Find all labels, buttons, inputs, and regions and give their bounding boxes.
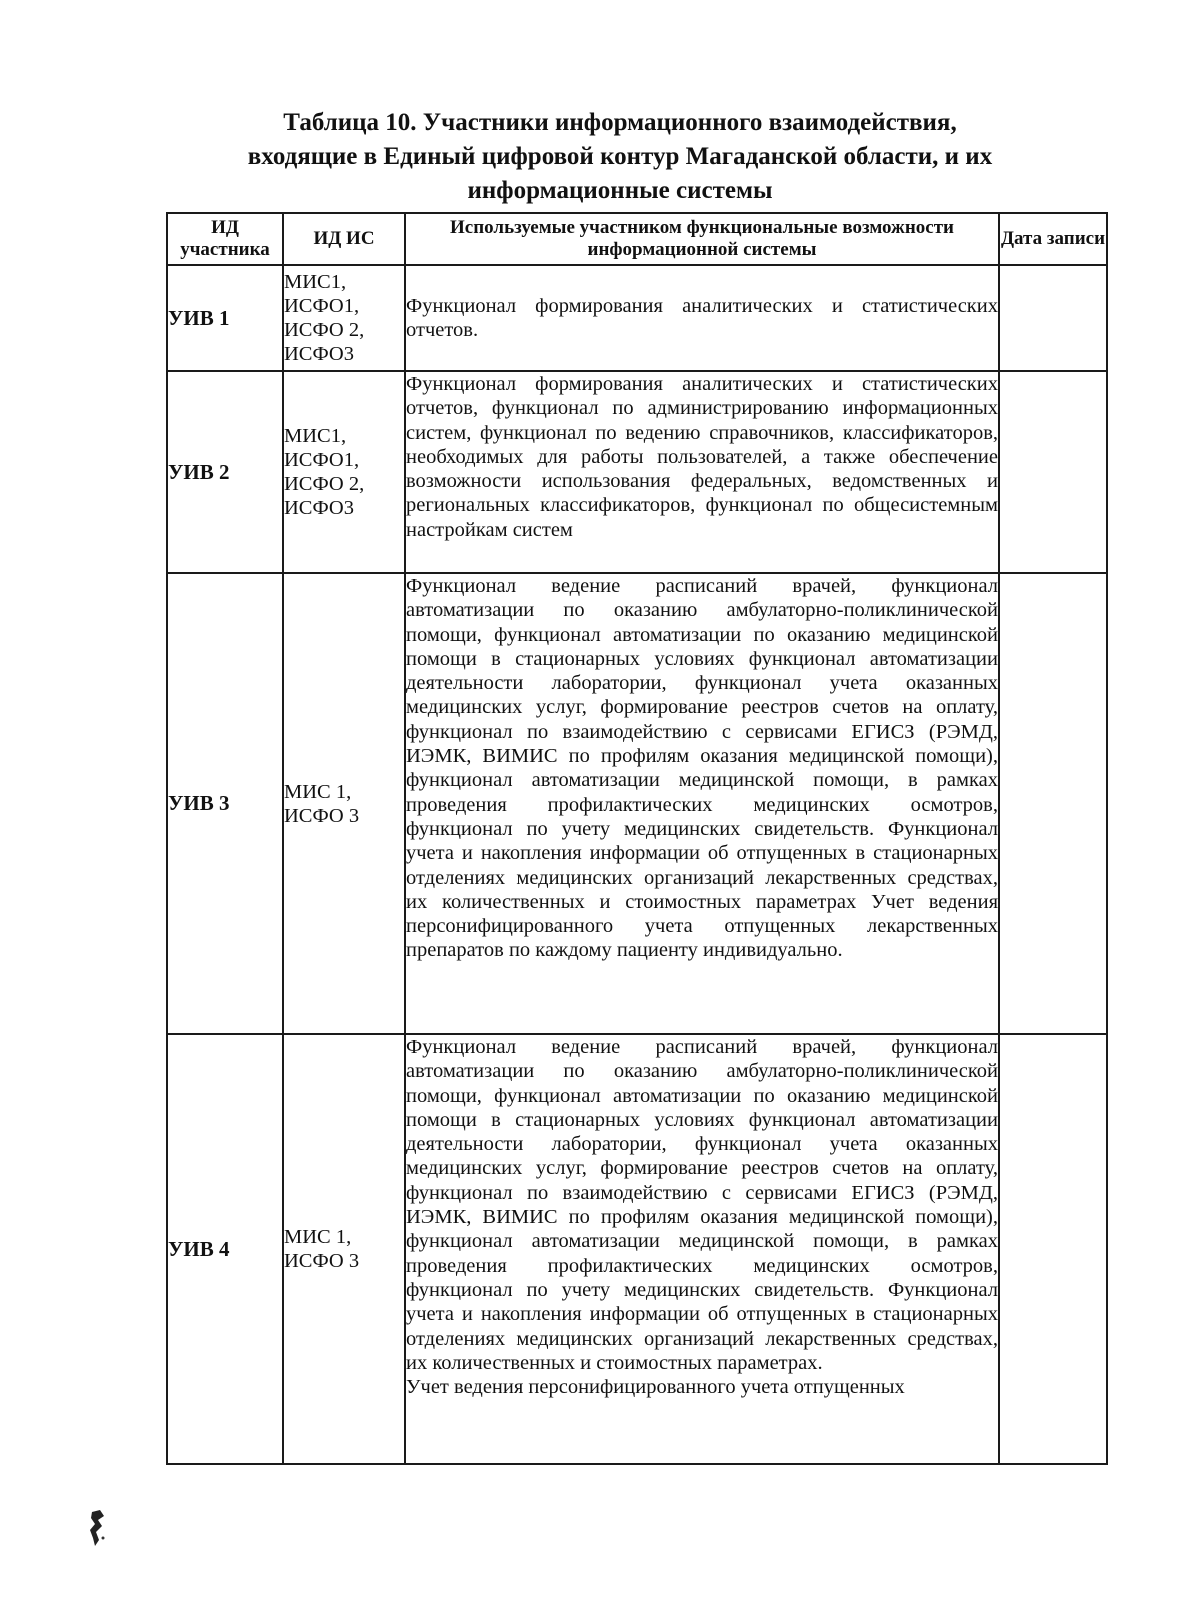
- functions-cell: Функционал ведение расписаний врачей, функционал автоматизации по оказанию амбулаторно-поликлинической помощи, функционал автоматизации по оказанию медицинской помощи в стационарных условиях функционал автоматизации деятельности лаборатории, функционал учета оказанных медицинских услуг, формирование реестров счетов на оплату, функционал по взаимодействию с сервисами ЕГИСЗ (РЭМД, ИЭМК, ВИМИС по профилям оказания медицинской помощи), функционал автоматизации медицинской помощи, в рамках проведения профилактических медицинских осмотров, функционал по учету медицинских свидетельств. Функционал учета и накопления информации об отпущенных в стационарных отделениях медицинских организаций лекарственных средствах, их количественных и стоимостных параметрах. Учет ведения персонифицированного учета отпущенных: [405, 1034, 999, 1464]
- table-row: [167, 1034, 1107, 1464]
- participant-id-cell: УИВ 2: [167, 371, 283, 573]
- header-functions: Используемые участником функциональные возможности информационной системы: [405, 213, 999, 265]
- is-id-cell: МИС 1, ИСФО 3: [283, 573, 405, 1034]
- header-is-id: ИД ИС: [283, 213, 405, 265]
- table-row: [167, 265, 1107, 371]
- is-id-cell: МИС1, ИСФО1, ИСФО 2, ИСФО3: [283, 265, 405, 371]
- date-cell: [999, 265, 1107, 371]
- participant-id-cell: УИВ 4: [167, 1034, 283, 1464]
- table-row: [167, 573, 1107, 1034]
- table-row: [167, 371, 1107, 573]
- participant-id-cell: УИВ 3: [167, 573, 283, 1034]
- date-cell: [999, 573, 1107, 1034]
- functions-cell: Функционал ведение расписаний врачей, функционал автоматизации по оказанию амбулаторно-поликлинической помощи, функционал автоматизации по оказанию медицинской помощи в стационарных условиях функционал автоматизации деятельности лаборатории, функционал учета оказанных медицинских услуг, формирование реестров счетов на оплату, функционал по взаимодействию с сервисами ЕГИСЗ (РЭМД, ИЭМК, ВИМИС по профилям оказания медицинской помощи), функционал автоматизации медицинской помощи, в рамках проведения профилактических медицинских осмотров, функционал по учету медицинских свидетельств. Функционал учета и накопления информации об отпущенных в стационарных отделениях медицинских организаций лекарственных средствах, их количественных и стоимостных параметрах Учет ведения персонифицированного учета отпущенных лекарственных препаратов по каждому пациенту индивидуально.: [405, 573, 999, 1034]
- participant-id-cell: УИВ 1: [167, 265, 283, 371]
- header-row: [167, 213, 1107, 265]
- table-caption-line-2: входящие в Единый цифровой контур Магаданской области, и их: [247, 143, 993, 170]
- table-caption: [160, 106, 1080, 208]
- is-id-cell: МИС 1, ИСФО 3: [283, 1034, 405, 1464]
- header-participant-id: ИД участника: [167, 213, 283, 265]
- table-caption-line-3: информационные системы: [467, 177, 773, 204]
- functions-cell: Функционал формирования аналитических и статистических отчетов.: [405, 265, 999, 371]
- table-caption-line-1: Таблица 10. Участники информационного взаимодействия,: [283, 109, 957, 136]
- functions-cell: Функционал формирования аналитических и статистических отчетов, функционал по администрированию информационных систем, функционал по ведению справочников, классификаторов, необходимых для работы пользователей, а также обеспечение возможности использования федеральных, ведомственных и региональных классификаторов, функционал по общесистемным настройкам систем: [405, 371, 999, 573]
- header-date: Дата записи: [999, 213, 1107, 265]
- date-cell: [999, 1034, 1107, 1464]
- date-cell: [999, 371, 1107, 573]
- is-id-cell: МИС1, ИСФО1, ИСФО 2, ИСФО3: [283, 371, 405, 573]
- participants-table: [166, 212, 1108, 1465]
- scan-speck-icon: [86, 1508, 110, 1548]
